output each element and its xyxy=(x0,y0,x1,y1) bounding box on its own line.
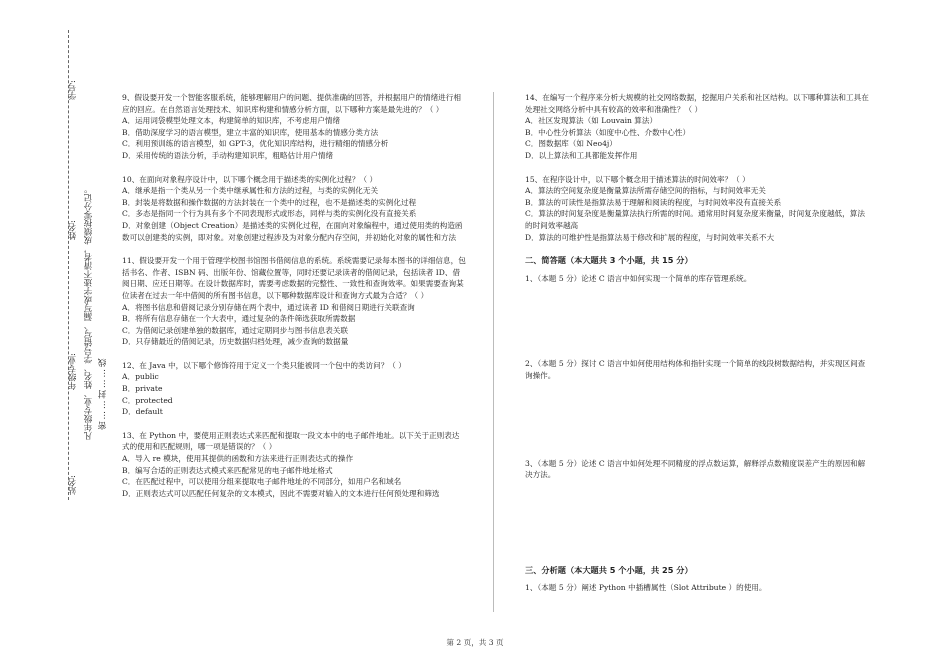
option-a: A．社区发现算法（如 Louvain 算法） xyxy=(525,116,658,126)
option-a: A．算法的空间复杂度是衡量算法所需存储空间的指标，与时间效率无关 xyxy=(525,186,766,196)
analysis-1: 1、（本题 5 分）阐述 Python 中插槽属性（Slot Attribute ）的使用。 xyxy=(525,583,767,593)
short-answer-2: 2、（本题 5 分）探讨 C 语言中如何使用结构体和指针实现一个简单的线段树数据结构，并实现区间查询操作。 xyxy=(525,359,866,380)
left-column xyxy=(122,92,467,511)
answer-space xyxy=(525,481,870,557)
option-a: A．public xyxy=(122,372,159,382)
seal-line-text: 密……封……线 xyxy=(98,356,108,430)
answer-space xyxy=(525,382,870,458)
question-stem: 9、假设要开发一个智能客服系统，能够理解用户的问题、提供准确的回答，并根据用户的情绪进行相应的回应。在自然语言处理技术、知识库构建和情感分析方面，以下哪种方案是最先进的？（ ） xyxy=(122,93,461,114)
question-10 xyxy=(122,174,467,244)
question-14 xyxy=(525,92,870,162)
question-stem: 12、在 Java 中，以下哪个修饰符用于定义一个类只能被同一个包中的类访问？（ ） xyxy=(122,360,406,370)
option-b: B．将所有信息存储在一个大表中，通过复杂的条件筛选获取所需数据 xyxy=(122,314,356,324)
option-d: D．正则表达式可以匹配任何复杂的文本模式，因此不需要对输入的文本进行任何预处理和筛选 xyxy=(122,488,440,498)
binding-margin xyxy=(40,30,110,505)
option-a: A．将图书信息和借阅记录分别存储在两个表中，通过读者 ID 和借阅日期进行关联查询 xyxy=(122,302,415,312)
short-answer-3: 3、（本题 5 分）论述 C 语言中如何处理不同精度的浮点数运算，解释浮点数精度误差产生的原因和解决方法。 xyxy=(525,458,866,480)
option-c: C．算法的时间复杂度是衡量算法执行所需的时间。通常用时间复杂度来衡量，时间复杂度越低，算法的时间效率越高 xyxy=(525,209,865,230)
option-d: D．只存储最近的借阅记录，历史数据归档处理，减少查询的数据量 xyxy=(122,337,349,347)
option-c: C．在匹配过程中，可以使用分组来提取电子邮件地址的不同部分，如用户名和域名 xyxy=(122,477,402,487)
question-stem: 14、在编写一个程序来分析大规模的社交网络数据，挖掘用户关系和社区结构。以下哪种算法和工具在处理社交网络分析中具有较高的效率和准确性？（ ） xyxy=(525,93,869,114)
question-11 xyxy=(122,255,467,348)
question-12 xyxy=(122,360,467,418)
school-label: 站名: xyxy=(68,475,78,495)
option-c: C．多态是指同一个行为具有多个不同表现形式或形态，同样与类的实例化没有直接关系 xyxy=(122,209,417,219)
option-d: D．算法的可维护性是指算法易于修改和扩展的程度，与时间效率关系不大 xyxy=(525,232,775,242)
page-number: 第 2 页，共 3 页 xyxy=(446,638,504,647)
section-title-short-answer: 二、简答题（本大题共 3 个小题，共 15 分） xyxy=(525,255,693,266)
option-b: B．算法的可读性是指算法易于理解和阅读的程度，与时间效率没有直接关系 xyxy=(525,197,782,207)
question-13 xyxy=(122,430,467,500)
option-b: B．借助深度学习的语言模型，建立丰富的知识库，使用基本的情感分类方法 xyxy=(122,127,379,137)
option-b: B．中心性分析算法（如度中心性、介数中心性） xyxy=(525,127,691,137)
option-a: A．导入 re 模块，使用其提供的函数和方法来进行正则表达式的操作 xyxy=(122,454,354,464)
option-a: A．继承是指一个类从另一个类中继承属性和方法的过程，与类的实例化无关 xyxy=(122,186,379,196)
option-a: A．运用词袋模型处理文本，构建简单的知识库，不考虑用户情绪 xyxy=(122,116,341,126)
seal-dashed-line xyxy=(68,30,69,500)
question-9 xyxy=(122,92,467,162)
grade-major-label: 年级专业: xyxy=(68,353,78,390)
answer-space xyxy=(525,284,870,358)
column-divider xyxy=(493,92,494,612)
option-d: D．对象创建（Object Creation）是描述类的实例化过程，在面向对象编程中，通过使用类的构造函数可以创建类的实例，即对象。对象创建过程涉及为对象分配内存空间，并初始化对象的属性和方法 xyxy=(122,220,463,242)
option-c: C．利用预训练的语言模型，如 GPT-3，优化知识库结构，进行精细的情感分析 xyxy=(122,139,389,149)
option-b: B．private xyxy=(122,384,163,394)
question-stem: 10、在面向对象程序设计中，以下哪个概念用于描述类的实例化过程？（ ） xyxy=(122,174,378,184)
section-title-analysis: 三、分析题（本大题共 5 个小题，共 25 分） xyxy=(525,564,693,575)
option-b: B．编写合适的正则表达式模式来匹配常见的电子邮件地址格式 xyxy=(122,465,333,475)
name-label: 姓名: xyxy=(68,220,78,240)
question-stem: 15、在程序设计中，以下哪个概念用于描述算法的时间效率？（ ） xyxy=(525,174,750,184)
student-id-label: 学号: xyxy=(68,80,78,100)
option-c: C．为借阅记录创建单独的数据库，通过定期同步与图书信息表关联 xyxy=(122,325,349,335)
question-15 xyxy=(525,174,870,244)
short-answer-1: 1、（本题 5 分）论述 C 语言中如何实现一个简单的库存管理系统。 xyxy=(525,273,752,283)
option-c: C．protected xyxy=(122,395,173,405)
right-column xyxy=(525,92,870,594)
option-d: D．default xyxy=(122,407,163,417)
option-d: D．以上算法和工具都能发挥作用 xyxy=(525,150,638,160)
option-d: D．采用传统的语法分析，手动构建知识库，粗略估计用户情绪 xyxy=(122,150,334,160)
question-stem: 13、在 Python 中，要使用正则表达式来匹配和提取一段文本中的电子邮件地址。以下关于正则表达式的使用和匹配规则，哪一项是错误的？（ ） xyxy=(122,430,460,452)
question-stem: 11、假设要开发一个用于管理学校图书馆图书借阅信息的系统。系统需要记录每本图书的详细信息，包括书名、作者、ISBN 码、出版年份、馆藏位置等，同时还要记录读者的借阅记录，包括读者 ID、借阅日期、应还日期等。在设计数据库时，需要考虑数据的完整性、一致性和查询效率。如果需要查询某位读者在过去一年中借阅的所有图书信息，以下哪种数据库设计和查询方式最为合适？（ ） xyxy=(122,256,466,300)
option-b: B．封装是将数据和操作数据的方法封装在一个类中的过程，也不是描述类的实例化过程 xyxy=(122,197,417,207)
seal-warning-text: 凡年级专业、姓名、学号错写、漏写或字迹不清者，成绩按零分记。 xyxy=(84,185,94,440)
option-c: C．图数据库（如 Neo4j） xyxy=(525,139,617,149)
